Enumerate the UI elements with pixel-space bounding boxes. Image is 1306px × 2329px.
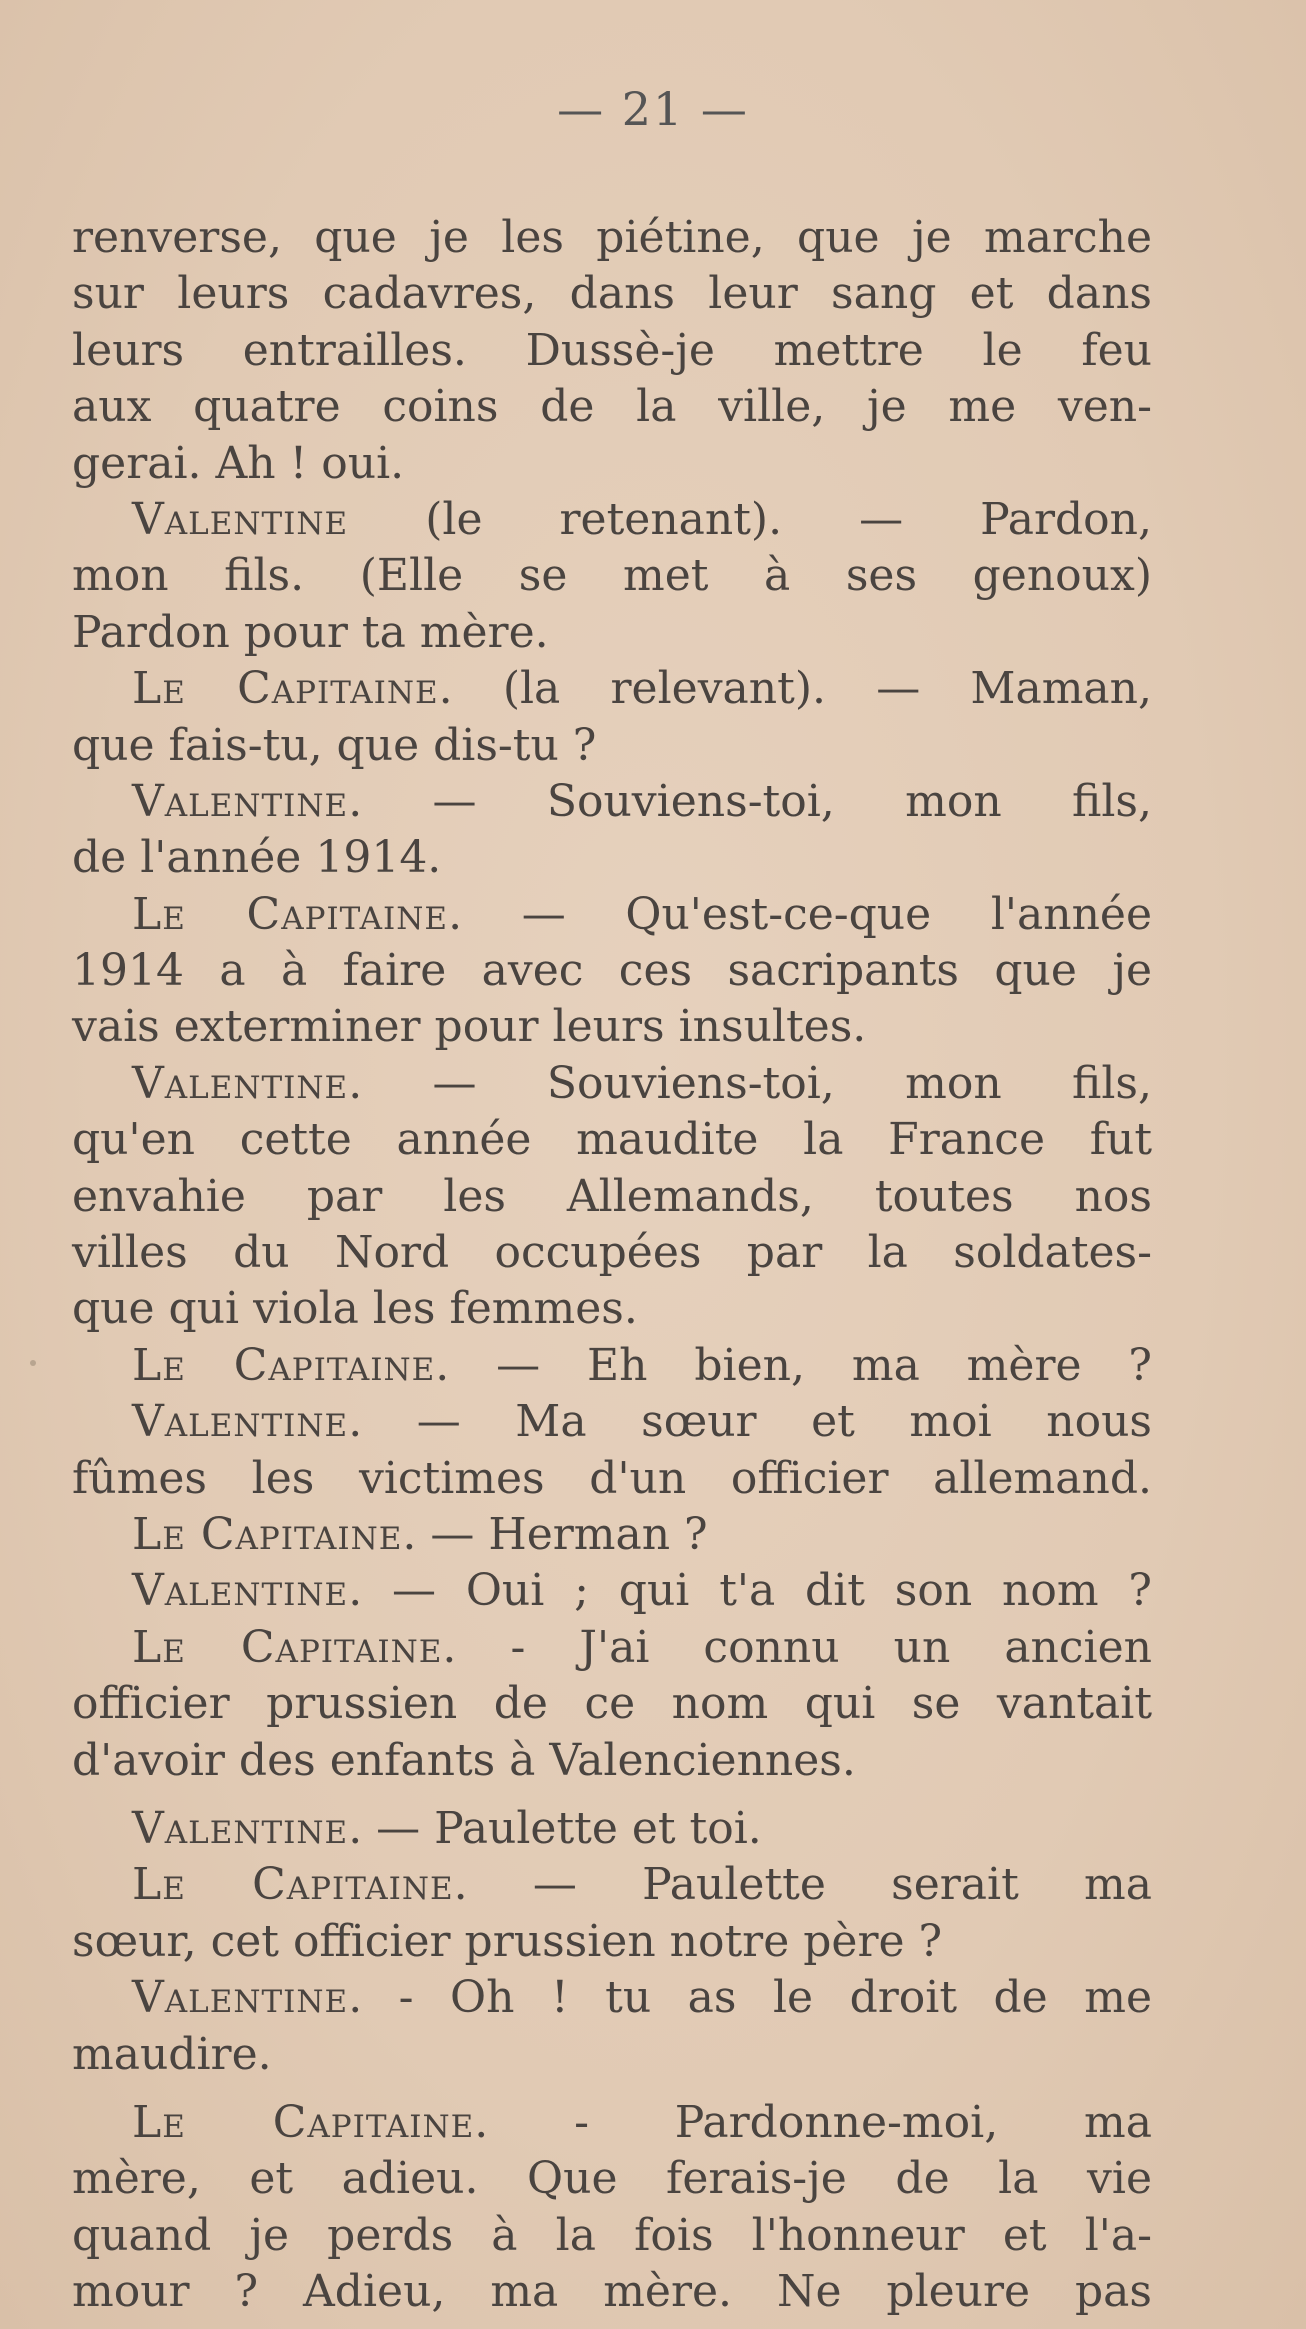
- line-text: mour ? Adieu, ma mère. Ne pleure pas: [72, 2266, 1152, 2318]
- line-text: . — Eh bien, ma mère ?: [435, 1339, 1152, 1391]
- text-line: [72, 999, 1152, 1055]
- text-line: [72, 379, 1152, 435]
- line-text: . (la relevant). — Maman,: [438, 663, 1152, 715]
- text-line: [72, 2264, 1152, 2320]
- text-line: [72, 1507, 1152, 1563]
- paragraph-gap: [72, 2083, 1152, 2095]
- paper-speck: [30, 1360, 36, 1366]
- line-text: vais exterminer pour leurs insultes.: [72, 1001, 867, 1053]
- text-line: [72, 1620, 1152, 1676]
- speaker-name: Le Capitaine: [132, 2096, 475, 2148]
- text-line: [72, 2095, 1152, 2151]
- line-text: renverse, que je les piétine, que je marche: [72, 212, 1152, 263]
- text-line: [72, 1169, 1152, 1225]
- text-line: [72, 2208, 1152, 2264]
- speaker-name: Valentine: [132, 1802, 349, 1854]
- line-text: . - Pardonne-moi, ma: [474, 2096, 1152, 2148]
- speaker-name: Le Capitaine: [132, 663, 439, 715]
- speaker-name: Le Capitaine: [132, 1859, 454, 1911]
- line-text: . — Souviens-toi, mon fils,: [348, 1057, 1152, 1109]
- text-line: [72, 492, 1152, 548]
- line-text: . — Paulette serait ma: [453, 1859, 1152, 1911]
- text-line: [72, 830, 1152, 886]
- line-text: de l'année 1914.: [72, 832, 442, 884]
- speaker-name: Le Capitaine: [132, 888, 449, 940]
- line-text: . — Souviens-toi, mon fils,: [348, 775, 1152, 827]
- line-text: aux quatre coins de la ville, je me ven-: [72, 381, 1152, 433]
- text-line: [72, 1857, 1152, 1913]
- text-line: [72, 661, 1152, 717]
- text-line: [72, 323, 1152, 379]
- speaker-name: Valentine: [132, 1057, 349, 1109]
- text-line: [72, 1281, 1152, 1337]
- text-line: [72, 436, 1152, 492]
- text-line: [72, 605, 1152, 661]
- line-text: quand je perds à la fois l'honneur et l'a-: [72, 2209, 1152, 2261]
- line-text: Pardon pour ta mère.: [72, 606, 549, 658]
- text-line: [72, 1733, 1152, 1789]
- text-line: [72, 1676, 1152, 1732]
- text-body: [72, 210, 1152, 2320]
- text-line: [72, 1056, 1152, 1112]
- line-text: d'avoir des enfants à Valenciennes.: [72, 1734, 856, 1786]
- text-line: [72, 774, 1152, 830]
- line-text: villes du Nord occupées par la soldates-: [72, 1227, 1152, 1279]
- speaker-name: Le Capitaine: [132, 1339, 436, 1391]
- line-text: gerai. Ah ! oui.: [72, 437, 405, 489]
- line-text: (le retenant). — Pardon,: [348, 493, 1152, 545]
- line-text: envahie par les Allemands, toutes nos: [72, 1170, 1152, 1222]
- speaker-name: Valentine: [132, 493, 349, 545]
- text-line: [72, 2027, 1152, 2083]
- line-text: . — Qu'est-ce-que l'année: [448, 888, 1152, 940]
- line-text: officier prussien de ce nom qui se vantait: [72, 1678, 1152, 1730]
- text-line: [72, 1338, 1152, 1394]
- text-line: [72, 1970, 1152, 2026]
- line-text: que fais-tu, que dis-tu ?: [72, 719, 597, 771]
- text-line: [72, 2151, 1152, 2207]
- line-text: maudire.: [72, 2028, 272, 2080]
- text-line: [72, 887, 1152, 943]
- text-line: [72, 1801, 1152, 1857]
- speaker-name: Le Capitaine: [132, 1621, 443, 1673]
- text-line: [72, 1451, 1152, 1507]
- line-text: mon fils. (Elle se met à ses genoux): [72, 550, 1152, 602]
- text-line: [72, 548, 1152, 604]
- line-text: . — Paulette et toi.: [348, 1802, 762, 1854]
- text-line: [72, 1563, 1152, 1619]
- text-line: [72, 210, 1152, 266]
- text-line: [72, 1914, 1152, 1970]
- text-line: [72, 1394, 1152, 1450]
- line-text: fûmes les victimes d'un officier allemand.: [72, 1452, 1152, 1504]
- paragraph-gap: [72, 1789, 1152, 1801]
- text-line: [72, 1225, 1152, 1281]
- line-text: sur leurs cadavres, dans leur sang et dans: [72, 268, 1152, 320]
- line-text: qu'en cette année maudite la France fut: [72, 1114, 1152, 1166]
- speaker-name: Valentine: [132, 1565, 349, 1617]
- line-text: . — Ma sœur et moi nous: [348, 1396, 1152, 1448]
- line-text: 1914 a à faire avec ces sacripants que je: [72, 945, 1152, 997]
- text-line: [72, 266, 1152, 322]
- line-text: sœur, cet officier prussien notre père ?: [72, 1915, 943, 1967]
- page-number: — 21 —: [557, 82, 749, 136]
- line-text: . — Herman ?: [402, 1508, 708, 1560]
- line-text: . - J'ai connu un ancien: [442, 1621, 1152, 1673]
- line-text: mère, et adieu. Que ferais-je de la vie: [72, 2153, 1152, 2205]
- line-text: . — Oui ; qui t'a dit son nom ?: [348, 1565, 1152, 1617]
- speaker-name: Valentine: [132, 1972, 349, 2024]
- speaker-name: Valentine: [132, 775, 349, 827]
- line-text: leurs entrailles. Dussè-je mettre le feu: [72, 324, 1152, 376]
- text-line: [72, 1112, 1152, 1168]
- speaker-name: Le Capitaine: [132, 1508, 403, 1560]
- text-line: [72, 943, 1152, 999]
- speaker-name: Valentine: [132, 1396, 349, 1448]
- line-text: . - Oh ! tu as le droit de me: [348, 1972, 1152, 2024]
- text-line: [72, 718, 1152, 774]
- line-text: que qui viola les femmes.: [72, 1283, 638, 1335]
